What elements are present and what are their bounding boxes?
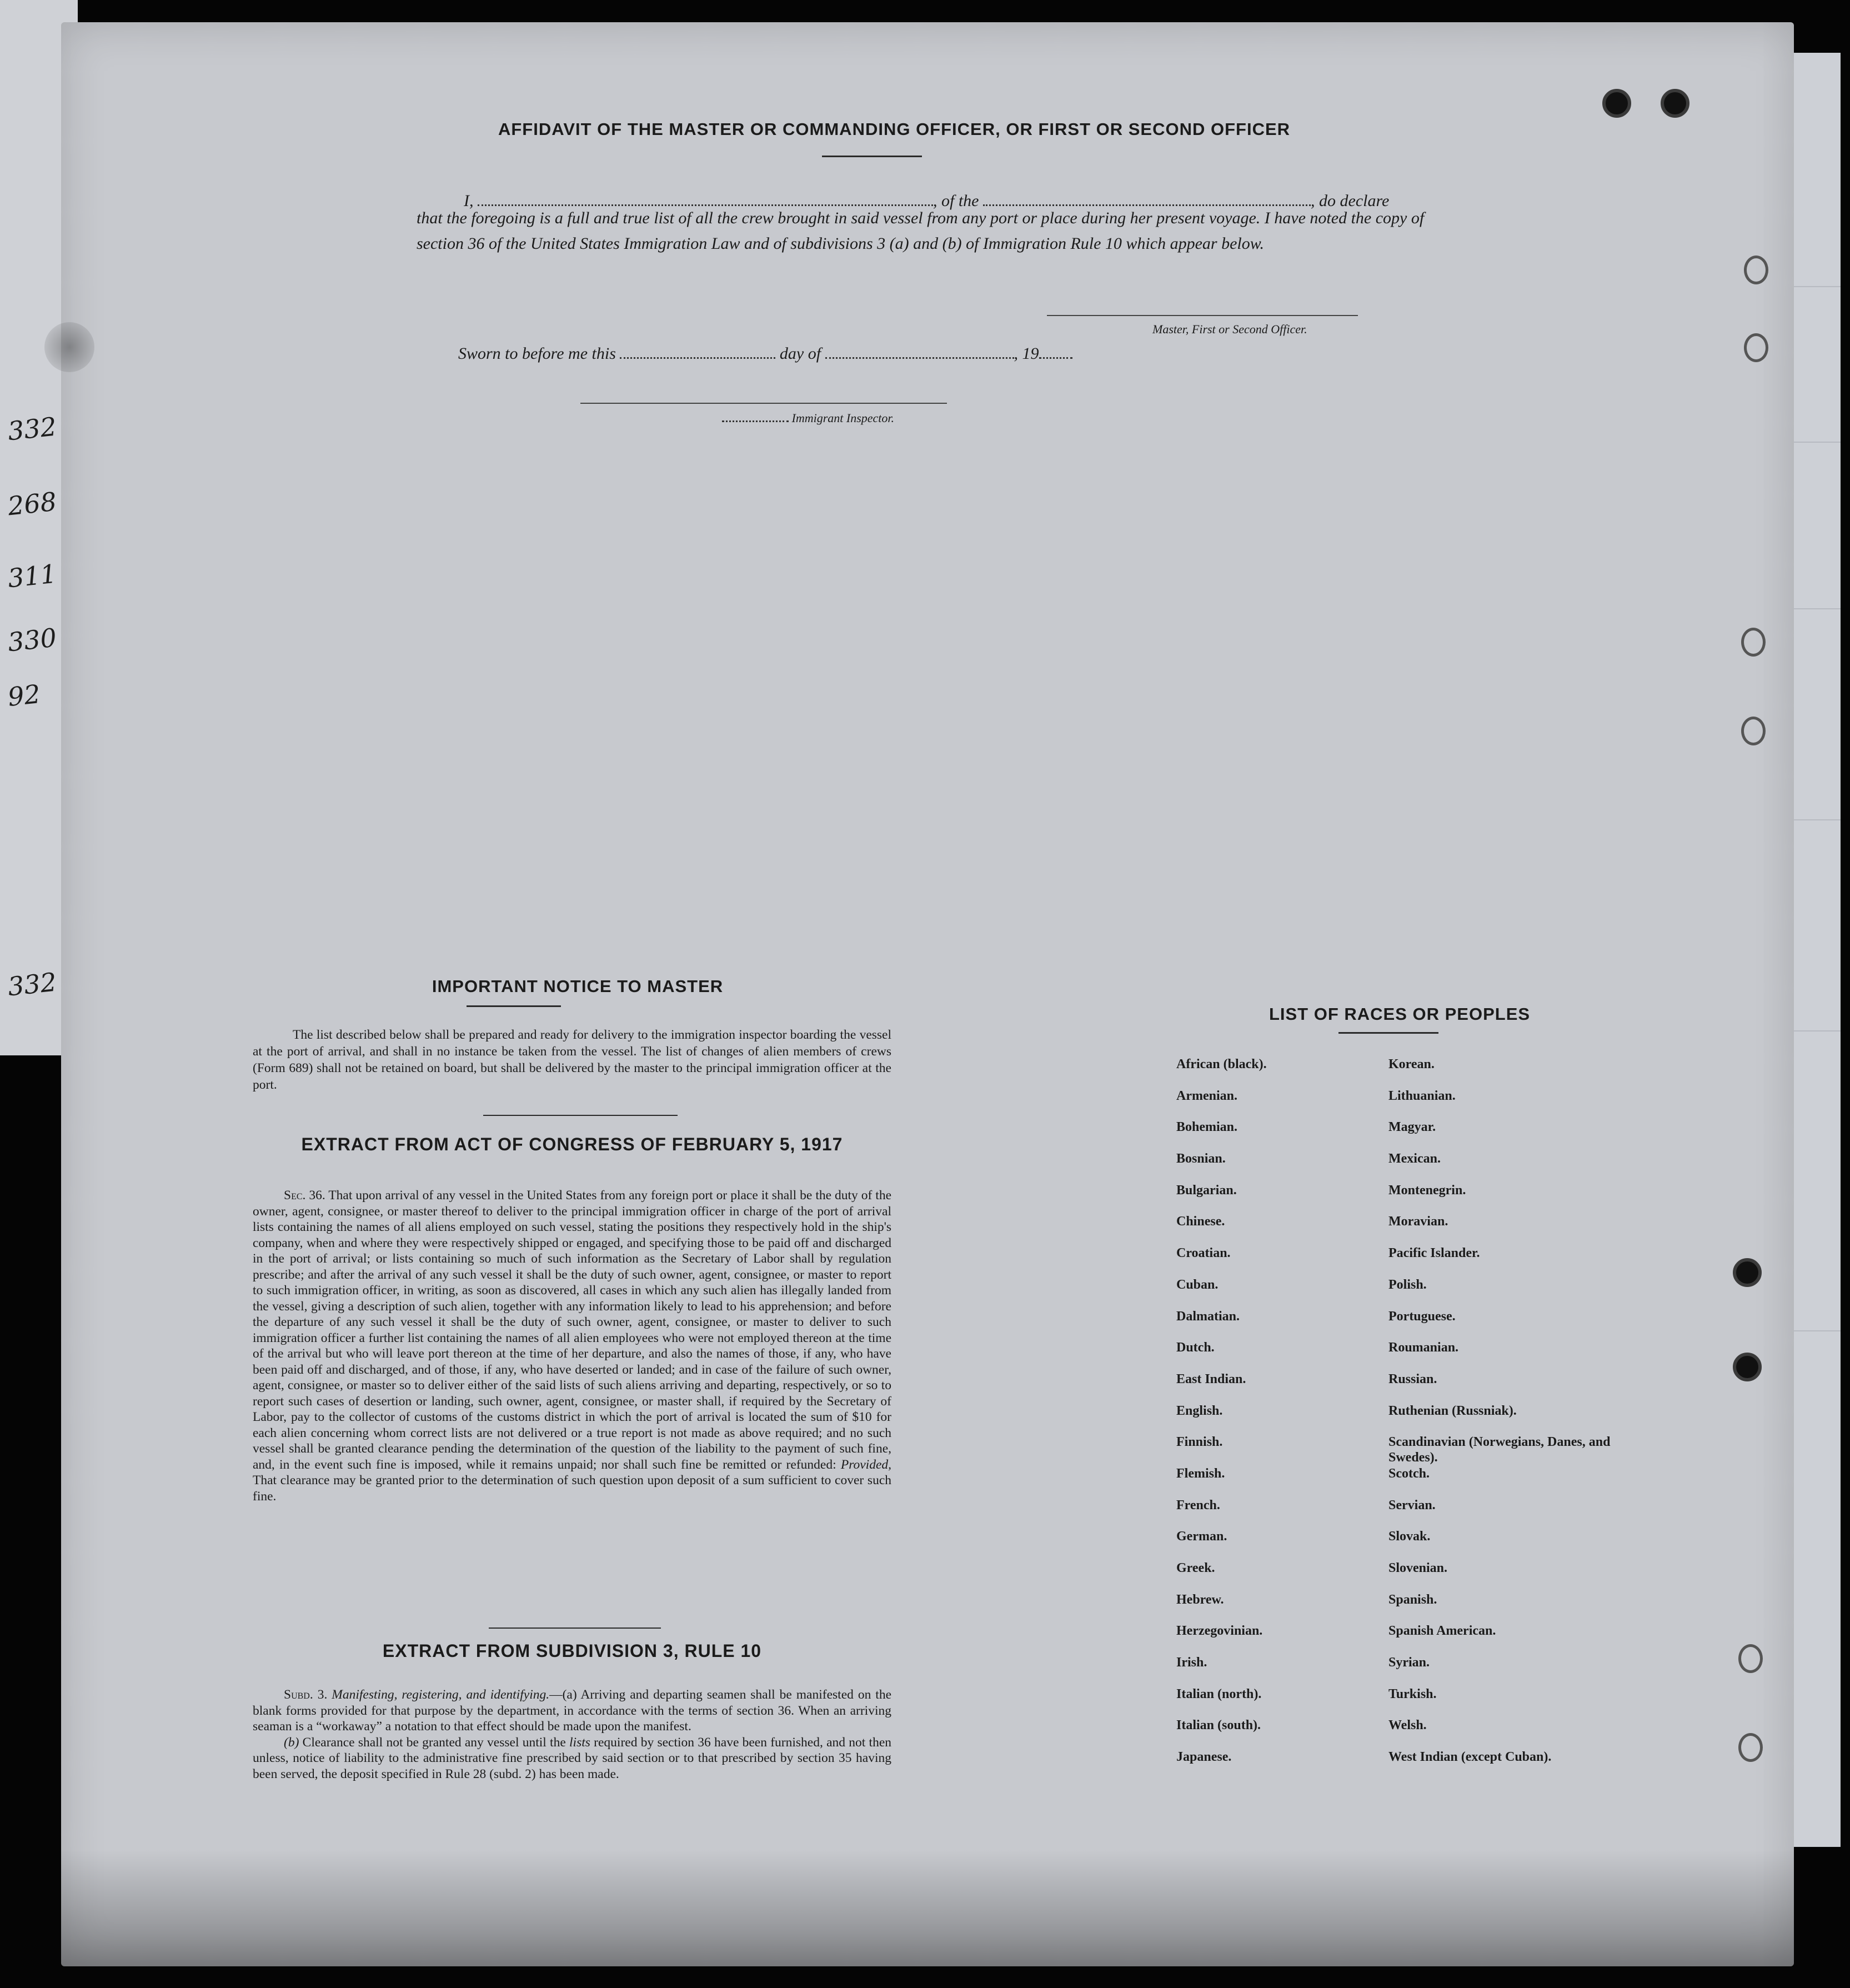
- binder-hole: [1733, 1258, 1762, 1287]
- para-b-label: (b): [284, 1735, 299, 1750]
- divider: [489, 1628, 661, 1629]
- race-item: Bohemian.: [1176, 1120, 1238, 1135]
- act-title: EXTRACT FROM ACT OF CONGRESS OF FEBRUARY 5, 1917: [301, 1134, 843, 1154]
- race-item: Portuguese.: [1388, 1309, 1456, 1324]
- sworn-year: , 19: [1014, 344, 1039, 363]
- race-item: Dutch.: [1176, 1340, 1215, 1355]
- race-item: Armenian.: [1176, 1088, 1237, 1103]
- race-item: Italian (south).: [1176, 1718, 1261, 1733]
- divider: [483, 1115, 678, 1116]
- race-item: Montenegrin.: [1388, 1183, 1466, 1198]
- race-item: Bosnian.: [1176, 1151, 1226, 1166]
- race-item: Spanish American.: [1388, 1624, 1496, 1639]
- inspector-signature-line[interactable]: [580, 403, 947, 404]
- sworn-month-blank[interactable]: [825, 346, 1014, 359]
- race-item: English.: [1176, 1403, 1223, 1418]
- races-column-1: [1176, 1056, 1387, 1781]
- race-item: Russian.: [1388, 1371, 1437, 1386]
- race-item: Greek.: [1176, 1561, 1215, 1575]
- affidavit-do-declare: , do declare: [1311, 192, 1390, 210]
- race-item: Roumanian.: [1388, 1340, 1459, 1355]
- affidavit-of-the: , of the: [933, 192, 979, 210]
- act-provided: Provided,: [840, 1457, 892, 1472]
- subd-heading: Manifesting, registering, and identifying.: [332, 1687, 550, 1702]
- para-b-lists: lists: [569, 1735, 590, 1750]
- inspector-caption-text: Immigrant Inspector.: [791, 411, 895, 425]
- race-item: German.: [1176, 1529, 1227, 1544]
- margin-note: 268: [6, 486, 58, 522]
- race-item: Cuban.: [1176, 1277, 1219, 1292]
- subd-label: Subd. 3.: [284, 1687, 328, 1702]
- race-item: Hebrew.: [1176, 1592, 1224, 1607]
- margin-note: 92: [6, 679, 42, 712]
- race-item: Ruthenian (Russniak).: [1388, 1403, 1517, 1418]
- race-item: Croatian.: [1176, 1246, 1231, 1261]
- race-item: Polish.: [1388, 1277, 1427, 1292]
- binder-hole: [1744, 256, 1768, 284]
- divider: [1338, 1032, 1438, 1034]
- affidavit-body: that the foregoing is a full and true list of all the crew brought in said vessel from any port or place during her present voyage. I have noted the copy of section 36 of the United States Immigration Law and of subdivisions 3 (a) and (b) of Immigration Rule 10 which appear below.: [417, 209, 1425, 253]
- ink-stain: [44, 322, 94, 372]
- act-text-end: That clearance may be granted prior to the determination of such question upon deposit of a sum sufficient to cover such fine.: [253, 1473, 891, 1504]
- race-item: Pacific Islander.: [1388, 1246, 1480, 1261]
- rule10-title: EXTRACT FROM SUBDIVISION 3, RULE 10: [382, 1641, 762, 1661]
- margin-note: 330: [6, 622, 58, 658]
- sworn-day-of: day of: [779, 344, 821, 363]
- act-section-36: [253, 1188, 891, 1504]
- binder-hole: [1602, 89, 1631, 118]
- page-shadow: [61, 1850, 1794, 1966]
- race-item: Dalmatian.: [1176, 1309, 1240, 1324]
- race-item: Irish.: [1176, 1655, 1207, 1670]
- race-item: Servian.: [1388, 1498, 1436, 1513]
- race-item: Spanish.: [1388, 1592, 1437, 1607]
- races-column-2: [1388, 1056, 1644, 1781]
- race-item: Turkish.: [1388, 1686, 1437, 1701]
- race-item: Syrian.: [1388, 1655, 1430, 1670]
- binder-hole: [1741, 628, 1766, 657]
- sworn-day-blank[interactable]: [620, 346, 775, 359]
- affidavit-i: I,: [464, 192, 474, 210]
- rule10-para-b: [253, 1735, 891, 1782]
- affidavit-title: AFFIDAVIT OF THE MASTER OR COMMANDING OFFICER, OR FIRST OR SECOND OFFICER: [498, 119, 1291, 139]
- margin-note: 311: [6, 558, 58, 594]
- notice-title: IMPORTANT NOTICE TO MASTER: [432, 977, 724, 996]
- race-item: Welsh.: [1388, 1718, 1427, 1733]
- race-item: Scandinavian (Norwegians, Danes, and Swedes).: [1388, 1435, 1611, 1465]
- race-item: Chinese.: [1176, 1214, 1225, 1229]
- binder-hole: [1741, 717, 1766, 745]
- binder-hole: [1733, 1353, 1762, 1381]
- name-blank[interactable]: [478, 193, 933, 206]
- margin-note: 332: [6, 967, 58, 1002]
- race-item: Moravian.: [1388, 1214, 1448, 1229]
- act-sec-label: Sec. 36.: [284, 1188, 325, 1203]
- para-b-text-1: Clearance shall not be granted any vessel until the: [302, 1735, 566, 1750]
- para-b-text-2: required by section 36 have been furnished, and not then unless, notice of liability to the administrative fine prescribed by said section or to that prescribed by section 35 having been served, the deposit specified in Rule 28 (subd. 2) has been made.: [253, 1735, 892, 1781]
- inspector-blank[interactable]: [722, 413, 789, 422]
- race-item: Herzegovinian.: [1176, 1624, 1263, 1639]
- signature-caption: Master, First or Second Officer.: [1152, 322, 1307, 336]
- race-item: Bulgarian.: [1176, 1183, 1237, 1198]
- sworn-line: [408, 342, 1186, 366]
- race-item: Mexican.: [1388, 1151, 1441, 1166]
- document-page: [61, 22, 1794, 1966]
- race-item: Italian (north).: [1176, 1686, 1262, 1701]
- binder-hole: [1738, 1733, 1763, 1762]
- rule10-para-a: [253, 1687, 891, 1735]
- binder-hole: [1744, 333, 1768, 362]
- race-item: Scotch.: [1388, 1466, 1430, 1481]
- act-text-main: That upon arrival of any vessel in the United States from any foreign port or place it shall be the duty of the owner, agent, consignee, or master thereof to deliver to the principal immigration officer in charge of the port of arrival lists containing the names of all aliens employed on such vessel, stating the positions they respectively hold in the ship's company, when and where they were respectively shipped or engaged, and specifying those to be paid off and discharged in the port of arrival; or lists containing so much of such information as the Secretary of Labor shall by regulation prescribe; and after the arrival of any such vessel it shall be the duty of such owner, agent, consignee, or master to report to such immigration officer, in writing, as soon as discovered, all cases in which any such alien has illegally landed from the vessel, giving a description of such alien, together with any information likely to lead to his apprehension; and before the departure of any such vessel it shall be the duty of such owner, agent, consignee, or master to deliver to such immigration officer a further list containing the names of all alien employees who were not employed thereon at the time of the arrival but who will leave port thereon at the time of her departure, and also the names of those, if any, who have been paid off and discharged, and of those, if any, who have deserted or landed; and in case of the failure of such owner, agent, consignee, or master so to deliver either of the said lists of such aliens arriving and departing, respectively, or so to report such cases of desertion or landing, such owner, agent, consignee, or master shall, if required by the Secretary of Labor, pay to the collector of customs of the customs district in which the port of arrival is located the sum of $10 for each alien concerning whom correct lists are not delivered or a true report is not made as above required; and no such vessel shall be granted clearance pending the determination of the question of the liability to the payment of such fine, and, in the event such fine is imposed, while it remains unpaid; nor shall such fine be remitted or refunded:: [253, 1188, 892, 1472]
- race-item: East Indian.: [1176, 1371, 1246, 1386]
- notice-text: The list described below shall be prepared and ready for delivery to the immigration inspector boarding the vessel at the port of arrival, and shall in no instance be taken from the vessel. The list of changes of alien members of crews (Form 689) shall not be retained on board, but shall be delivered by the master to the principal immigration officer at the port.: [253, 1028, 891, 1092]
- race-item: African (black).: [1176, 1057, 1267, 1071]
- race-item: Magyar.: [1388, 1120, 1436, 1135]
- race-item: West Indian (except Cuban).: [1388, 1750, 1552, 1765]
- race-item: Lithuanian.: [1388, 1088, 1456, 1103]
- divider: [822, 156, 922, 157]
- race-item: Korean.: [1388, 1057, 1435, 1071]
- race-item: French.: [1176, 1498, 1220, 1513]
- subd-para-a: —(a) Arriving and departing seamen shall be manifested on the blank forms provided for that purpose by the department, in accordance with the terms of section 36. When an arriving seaman is a “workaway” a notation to that effect should be made upon the manifest.: [253, 1687, 892, 1734]
- race-item: Slovak.: [1388, 1529, 1431, 1544]
- margin-note: 332: [6, 411, 58, 447]
- race-item: Japanese.: [1176, 1750, 1232, 1765]
- binder-hole: [1738, 1644, 1763, 1673]
- binder-hole: [1661, 89, 1689, 118]
- race-item: Slovenian.: [1388, 1561, 1448, 1575]
- sworn-prefix: Sworn to before me this: [458, 344, 616, 363]
- race-item: Flemish.: [1176, 1466, 1225, 1481]
- divider: [467, 1005, 561, 1007]
- rule10-text: [253, 1687, 891, 1782]
- sworn-year-blank[interactable]: [1039, 346, 1072, 359]
- races-title: LIST OF RACES OR PEOPLES: [1269, 1004, 1531, 1024]
- signature-line[interactable]: [1047, 315, 1358, 316]
- vessel-blank[interactable]: [983, 193, 1311, 206]
- race-item: Finnish.: [1176, 1435, 1223, 1450]
- inspector-caption: [722, 411, 894, 425]
